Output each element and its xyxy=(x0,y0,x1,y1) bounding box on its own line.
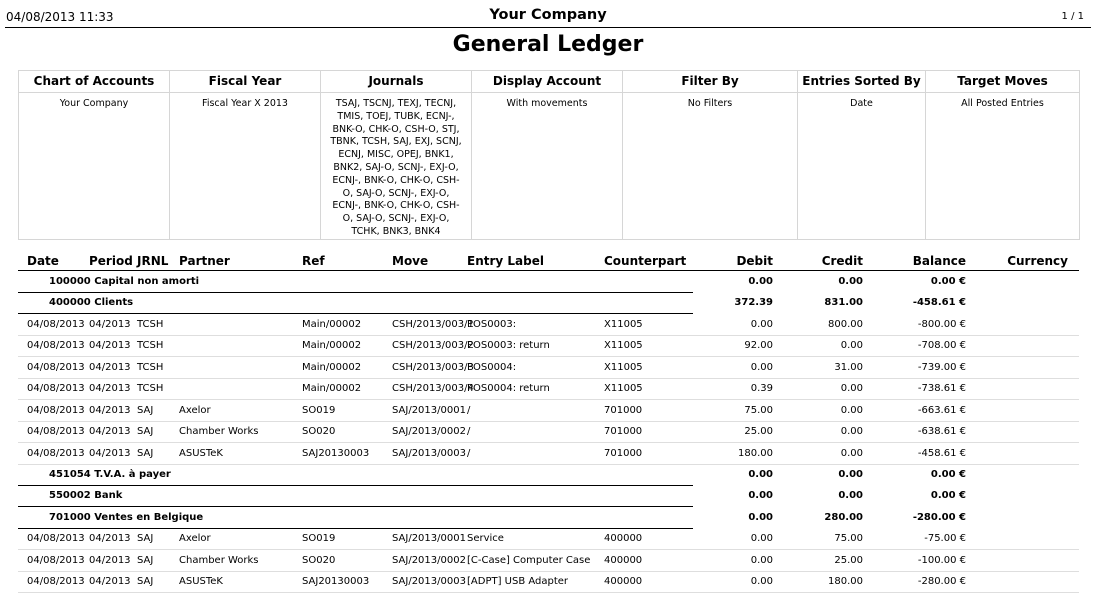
cell-entry-label: Service xyxy=(467,533,504,544)
filter-value-journals: TSAJ, TSCNJ, TEXJ, TECNJ, TMIS, TOEJ, TUBK, ECNJ-, BNK-O, CHK-O, CSH-O, STJ, TBNK, TCSH, SAJ, EXJ, SCNJ, ECNJ, MISC, OPEJ, BNK1, BNK2, SAJ-O, SCNJ-, EXJ-O, ECNJ-, BNK-O, CHK-O, CSH-O, SAJ-O, SCNJ-, EXJ-O, ECNJ-, BNK-O, CHK-O, CSH-O, SAJ-O, SCNJ-, EXJ-O, TCHK, BNK3, BNK4 xyxy=(321,93,472,240)
filter-header-fiscal-year: Fiscal Year xyxy=(170,71,321,93)
cell-ref: SAJ20130003 xyxy=(302,576,370,587)
cell-date: 04/08/2013 xyxy=(27,555,85,566)
account-divider xyxy=(18,506,693,507)
account-credit: 0.00 xyxy=(838,469,863,480)
cell-ref: Main/00002 xyxy=(302,383,362,394)
col-header-entry-label: Entry Label xyxy=(467,254,544,268)
cell-period: 04/2013 xyxy=(89,426,131,437)
filter-value-target-moves: All Posted Entries xyxy=(926,93,1080,240)
cell-balance: -458.61 € xyxy=(917,448,966,459)
cell-ref: SAJ20130003 xyxy=(302,448,370,459)
cell-credit: 0.00 xyxy=(840,405,863,416)
cell-entry-label: POS0004: return xyxy=(467,383,550,394)
cell-move: SAJ/2013/0003 xyxy=(392,576,466,587)
page-number: 1 / 1 xyxy=(1061,11,1084,22)
account-credit: 0.00 xyxy=(838,276,863,287)
cell-jrnl: SAJ xyxy=(137,426,154,437)
col-header-partner: Partner xyxy=(179,254,230,268)
account-title: 451054 T.V.A. à payer xyxy=(49,469,171,480)
cell-counterpart: 400000 xyxy=(604,555,643,566)
cell-ref: SO020 xyxy=(302,426,336,437)
row-divider xyxy=(18,378,1079,379)
cell-ref: SO019 xyxy=(302,405,336,416)
cell-partner: ASUSTeK xyxy=(179,576,223,587)
cell-balance: -800.00 € xyxy=(917,319,966,330)
cell-period: 04/2013 xyxy=(89,405,131,416)
row-divider xyxy=(18,592,1079,593)
col-header-debit: Debit xyxy=(736,254,773,268)
account-balance: -458.61 € xyxy=(912,297,966,308)
cell-debit: 0.00 xyxy=(750,576,773,587)
cell-balance: -738.61 € xyxy=(917,383,966,394)
cell-move: SAJ/2013/0003 xyxy=(392,448,466,459)
cell-jrnl: TCSH xyxy=(137,383,164,394)
cell-jrnl: SAJ xyxy=(137,448,154,459)
cell-debit: 0.00 xyxy=(750,533,773,544)
cell-counterpart: 400000 xyxy=(604,576,643,587)
row-divider xyxy=(18,399,1079,400)
cell-credit: 0.00 xyxy=(840,383,863,394)
cell-period: 04/2013 xyxy=(89,555,131,566)
cell-period: 04/2013 xyxy=(89,340,131,351)
cell-entry-label: / xyxy=(467,405,471,416)
col-header-ref: Ref xyxy=(302,254,325,268)
row-divider xyxy=(18,335,1079,336)
cell-move: CSH/2013/003/1 xyxy=(392,319,474,330)
cell-counterpart: 701000 xyxy=(604,448,643,459)
cell-entry-label: / xyxy=(467,426,471,437)
column-header-divider xyxy=(18,270,1079,271)
cell-credit: 0.00 xyxy=(840,340,863,351)
cell-move: SAJ/2013/0001 xyxy=(392,533,466,544)
cell-counterpart: X11005 xyxy=(604,319,643,330)
company-name: Your Company xyxy=(489,7,607,23)
col-header-date: Date xyxy=(27,254,59,268)
account-debit: 0.00 xyxy=(748,490,773,501)
cell-balance: -708.00 € xyxy=(917,340,966,351)
cell-ref: Main/00002 xyxy=(302,340,362,351)
cell-counterpart: 400000 xyxy=(604,533,643,544)
cell-period: 04/2013 xyxy=(89,319,131,330)
row-divider xyxy=(18,571,1079,572)
account-divider xyxy=(18,292,693,293)
cell-counterpart: X11005 xyxy=(604,340,643,351)
col-header-credit: Credit xyxy=(821,254,863,268)
report-title: General Ledger xyxy=(452,32,644,57)
cell-balance: -739.00 € xyxy=(917,362,966,373)
cell-credit: 25.00 xyxy=(834,555,863,566)
cell-partner: Axelor xyxy=(179,533,211,544)
row-divider xyxy=(18,442,1079,443)
cell-debit: 25.00 xyxy=(744,426,773,437)
cell-partner: Chamber Works xyxy=(179,426,259,437)
filter-header-journals: Journals xyxy=(321,71,472,93)
filter-header-chart: Chart of Accounts xyxy=(19,71,170,93)
cell-date: 04/08/2013 xyxy=(27,533,85,544)
header-divider xyxy=(5,27,1091,28)
cell-counterpart: X11005 xyxy=(604,362,643,373)
cell-debit: 92.00 xyxy=(744,340,773,351)
cell-entry-label: POS0003: xyxy=(467,319,517,330)
cell-move: CSH/2013/003/2 xyxy=(392,340,474,351)
account-divider xyxy=(18,528,693,529)
row-divider xyxy=(18,464,1079,465)
filter-value-chart: Your Company xyxy=(19,93,170,240)
cell-jrnl: SAJ xyxy=(137,576,154,587)
cell-period: 04/2013 xyxy=(89,533,131,544)
col-header-period: Period xyxy=(89,254,133,268)
account-credit: 0.00 xyxy=(838,490,863,501)
cell-move: SAJ/2013/0001 xyxy=(392,405,466,416)
cell-credit: 0.00 xyxy=(840,448,863,459)
account-title: 550002 Bank xyxy=(49,490,123,501)
cell-debit: 75.00 xyxy=(744,405,773,416)
account-debit: 0.00 xyxy=(748,512,773,523)
cell-date: 04/08/2013 xyxy=(27,448,85,459)
cell-partner: ASUSTeK xyxy=(179,448,223,459)
cell-entry-label: [ADPT] USB Adapter xyxy=(467,576,569,587)
account-debit: 0.00 xyxy=(748,469,773,480)
account-divider xyxy=(18,485,693,486)
cell-credit: 75.00 xyxy=(834,533,863,544)
account-balance: 0.00 € xyxy=(930,490,966,501)
cell-date: 04/08/2013 xyxy=(27,383,85,394)
cell-period: 04/2013 xyxy=(89,448,131,459)
account-credit: 831.00 xyxy=(824,297,863,308)
cell-counterpart: X11005 xyxy=(604,383,643,394)
filter-header-display-account: Display Account xyxy=(472,71,623,93)
filter-value-display-account: With movements xyxy=(472,93,623,240)
cell-debit: 0.00 xyxy=(750,555,773,566)
filter-value-fiscal-year: Fiscal Year X 2013 xyxy=(170,93,321,240)
cell-debit: 180.00 xyxy=(738,448,773,459)
filter-value-filter-by: No Filters xyxy=(623,93,798,240)
cell-balance: -663.61 € xyxy=(917,405,966,416)
cell-counterpart: 701000 xyxy=(604,405,643,416)
cell-credit: 31.00 xyxy=(834,362,863,373)
filter-header-sorted-by: Entries Sorted By xyxy=(798,71,926,93)
filter-summary-table xyxy=(18,70,1080,240)
cell-counterpart: 701000 xyxy=(604,426,643,437)
cell-date: 04/08/2013 xyxy=(27,426,85,437)
cell-period: 04/2013 xyxy=(89,383,131,394)
cell-jrnl: SAJ xyxy=(137,555,154,566)
cell-jrnl: TCSH xyxy=(137,340,164,351)
filter-header-target-moves: Target Moves xyxy=(926,71,1080,93)
cell-period: 04/2013 xyxy=(89,576,131,587)
cell-balance: -638.61 € xyxy=(917,426,966,437)
cell-date: 04/08/2013 xyxy=(27,319,85,330)
cell-debit: 0.00 xyxy=(750,319,773,330)
cell-balance: -280.00 € xyxy=(917,576,966,587)
account-title: 400000 Clients xyxy=(49,297,134,308)
account-balance: -280.00 € xyxy=(912,512,966,523)
cell-date: 04/08/2013 xyxy=(27,576,85,587)
cell-entry-label: [C-Case] Computer Case xyxy=(467,555,591,566)
row-divider xyxy=(18,356,1079,357)
cell-partner: Axelor xyxy=(179,405,211,416)
col-header-move: Move xyxy=(392,254,429,268)
row-divider xyxy=(18,421,1079,422)
print-datetime: 04/08/2013 11:33 xyxy=(6,10,114,24)
account-divider xyxy=(18,313,693,314)
account-credit: 280.00 xyxy=(824,512,863,523)
cell-ref: Main/00002 xyxy=(302,362,362,373)
cell-date: 04/08/2013 xyxy=(27,405,85,416)
cell-entry-label: POS0004: xyxy=(467,362,517,373)
account-title: 701000 Ventes en Belgique xyxy=(49,512,204,523)
cell-jrnl: SAJ xyxy=(137,405,154,416)
cell-debit: 0.39 xyxy=(750,383,773,394)
cell-partner: Chamber Works xyxy=(179,555,259,566)
cell-ref: Main/00002 xyxy=(302,319,362,330)
cell-credit: 0.00 xyxy=(840,426,863,437)
account-title: 100000 Capital non amorti xyxy=(49,276,200,287)
col-header-jrnl: JRNL xyxy=(137,254,169,268)
cell-credit: 800.00 xyxy=(828,319,863,330)
cell-entry-label: POS0003: return xyxy=(467,340,550,351)
cell-jrnl: TCSH xyxy=(137,319,164,330)
account-debit: 372.39 xyxy=(734,297,773,308)
cell-balance: -75.00 € xyxy=(924,533,966,544)
col-header-counterpart: Counterpart xyxy=(604,254,687,268)
cell-move: CSH/2013/003/3 xyxy=(392,362,474,373)
col-header-currency: Currency xyxy=(1007,254,1068,268)
cell-debit: 0.00 xyxy=(750,362,773,373)
cell-move: CSH/2013/003/4 xyxy=(392,383,474,394)
row-divider xyxy=(18,549,1079,550)
cell-date: 04/08/2013 xyxy=(27,362,85,373)
account-debit: 0.00 xyxy=(748,276,773,287)
filter-header-filter-by: Filter By xyxy=(623,71,798,93)
cell-jrnl: SAJ xyxy=(137,533,154,544)
cell-ref: SO020 xyxy=(302,555,336,566)
account-balance: 0.00 € xyxy=(930,469,966,480)
cell-balance: -100.00 € xyxy=(917,555,966,566)
cell-credit: 180.00 xyxy=(828,576,863,587)
account-balance: 0.00 € xyxy=(930,276,966,287)
cell-period: 04/2013 xyxy=(89,362,131,373)
cell-jrnl: TCSH xyxy=(137,362,164,373)
cell-date: 04/08/2013 xyxy=(27,340,85,351)
cell-entry-label: / xyxy=(467,448,471,459)
filter-value-sorted-by: Date xyxy=(798,93,926,240)
col-header-balance: Balance xyxy=(912,254,966,268)
cell-move: SAJ/2013/0002 xyxy=(392,555,466,566)
cell-ref: SO019 xyxy=(302,533,336,544)
cell-move: SAJ/2013/0002 xyxy=(392,426,466,437)
